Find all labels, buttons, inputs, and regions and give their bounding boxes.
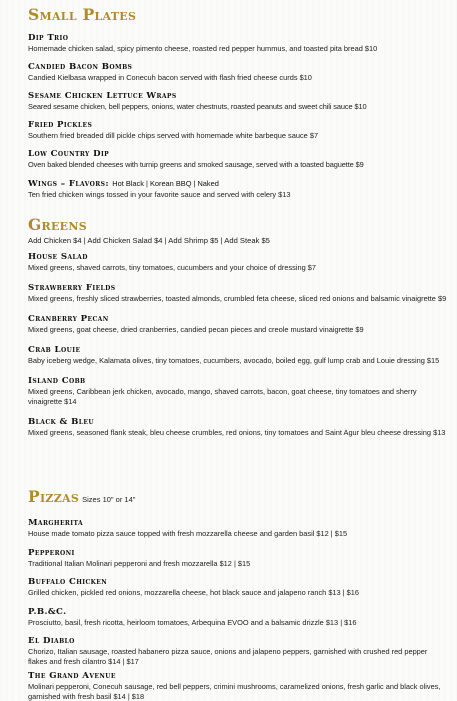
item-name: Fried Pickles: [28, 119, 93, 130]
menu-item-dip-trio: [28, 33, 448, 54]
menu-item-fried-pickles: [28, 120, 448, 141]
item-name-row: [28, 178, 448, 190]
item-name: The Grand Avenue: [28, 671, 116, 681]
greens-title-text: Greens: [28, 215, 87, 234]
item-description: Chorizo, Italian sausage, roasted habanero pizza sauce, onions and jalapeno peppers, garnished with crushed red pepper flakes and fresh cilantro $14 | $17: [28, 647, 428, 666]
item-description: Baby iceberg wedge, Kalamata olives, tiny tomatoes, cucumbers, avocado, boiled egg, gulf lump crab and Louie dressing $15: [28, 356, 440, 365]
item-name: Low Country Dip: [28, 148, 110, 159]
menu-item-house-salad: [28, 252, 448, 273]
menu-item-island-cobb: [28, 376, 448, 406]
menu-item-strawberry-fields: [28, 283, 448, 304]
small-plates-title: [28, 6, 448, 24]
menu-item-black-and-bleu: [28, 417, 448, 438]
wing-flavors: Hot Black | Korean BBQ | Naked: [112, 178, 219, 188]
menu-item-low-country-dip: [28, 149, 448, 170]
menu-item-the-grand-avenue: [28, 671, 448, 701]
item-description: Prosciutto, basil, fresh ricotta, heirloom tomatoes, Arbequina EVOO and a balsamic drizzle $13 | $16: [28, 617, 357, 627]
item-description: Molinari pepperoni, Conecuh sausage, red bell peppers, crimini mushrooms, caramelized onions, fresh garlic and black olives, garnished with fresh basil $14 | $18: [28, 682, 441, 701]
item-description: Mixed greens, seasoned flank steak, bleu cheese crumbles, red onions, tiny tomatoes and Saint Agur bleu cheese dressing $13: [28, 427, 446, 437]
item-description: Mixed greens, freshly sliced strawberries, toasted almonds, crumbled feta cheese, sliced red onions and balsamic vinaigrette $9: [28, 294, 447, 303]
item-name: Buffalo Chicken: [28, 577, 108, 587]
item-description: Mixed greens, Caribbean jerk chicken, avocado, mango, shaved carrots, bacon, goat cheese, tiny tomatoes and sherry vinaigrette $14: [28, 387, 417, 406]
greens-addons: Add Chicken $4 | Add Chicken Salad $4 | Add Shrimp $5 | Add Steak $5: [28, 236, 270, 245]
small-plates-title-text: Small Plates: [28, 5, 137, 24]
greens-title: [28, 216, 448, 234]
greens-section: [28, 216, 448, 437]
pizzas-title-text: Pizzas: [28, 487, 80, 506]
item-name: Black & Bleu: [28, 416, 94, 427]
item-name: Strawberry Fields: [28, 283, 116, 293]
item-description: Mixed greens, goat cheese, dried cranberries, candied pecan pieces and creole mustard vinaigrette $9: [28, 325, 364, 334]
item-name: Crab Louie: [28, 345, 81, 355]
item-description: Traditional Italian Molinari pepperoni and fresh mozzarella $12 | $15: [28, 558, 251, 568]
item-name: Cranberry Pecan: [28, 314, 109, 324]
pizza-sizes-note: Sizes 10" or 14": [82, 495, 136, 504]
item-name: Island Cobb: [28, 376, 86, 386]
pizzas-title: [28, 488, 448, 509]
menu-item-sesame-chicken-lettuce-wraps: [28, 91, 448, 112]
item-description: Homemade chicken salad, spicy pimento cheese, roasted red pepper hummus, and toasted pita bread $10: [28, 43, 378, 53]
item-description: Oven baked blended cheeses with turnip greens and smoked sausage, served with a toasted baguette $9: [28, 159, 364, 169]
menu-item-buffalo-chicken: [28, 577, 448, 598]
item-name: Candied Bacon Bombs: [28, 61, 133, 72]
item-name: Margherita: [28, 518, 84, 528]
item-description: House made tomato pizza sauce topped with fresh mozzarella cheese and garden basil $12 | $15: [28, 529, 348, 538]
item-description: Seared sesame chicken, bell peppers, onions, water chestnuts, roasted peanuts and sweet chili sauce $10: [28, 101, 367, 111]
menu-item-cranberry-pecan: [28, 314, 448, 335]
item-name: El Diablo: [28, 636, 75, 646]
item-description: Southern fried breaded dill pickle chips served with homemade white barbeque sauce $7: [28, 130, 319, 140]
item-description: Candied Kielbasa wrapped in Conecuh bacon served with flash fried cheese curds $10: [28, 72, 312, 82]
item-description: Grilled chicken, pickled red onions, mozzarella cheese, hot black sauce and jalapeno ranch $13 | $16: [28, 588, 360, 597]
item-name: P.B.&C.: [28, 606, 67, 617]
menu-item-candied-bacon-bombs: [28, 62, 448, 83]
item-name: Sesame Chicken Lettuce Wraps: [28, 90, 177, 101]
pizzas-section: [28, 488, 448, 701]
item-name: Pepperoni: [28, 547, 75, 558]
menu-item-crab-louie: [28, 345, 448, 366]
item-description: Ten fried chicken wings tossed in your favorite sauce and served with celery $13: [28, 189, 291, 199]
item-name: Wings – Flavors:: [28, 178, 109, 189]
menu-item-margherita: [28, 518, 448, 539]
item-name: House Salad: [28, 252, 88, 262]
menu-item-el-diablo: [28, 636, 448, 666]
menu-item-pepperoni: [28, 548, 448, 569]
item-name: Dip Trio: [28, 32, 69, 43]
item-description: Mixed greens, shaved carrots, tiny tomatoes, cucumbers and your choice of dressing $7: [28, 263, 316, 272]
menu-item-wings: [28, 178, 448, 200]
small-plates-section: [28, 6, 448, 199]
menu-item-pbc: [28, 607, 448, 628]
